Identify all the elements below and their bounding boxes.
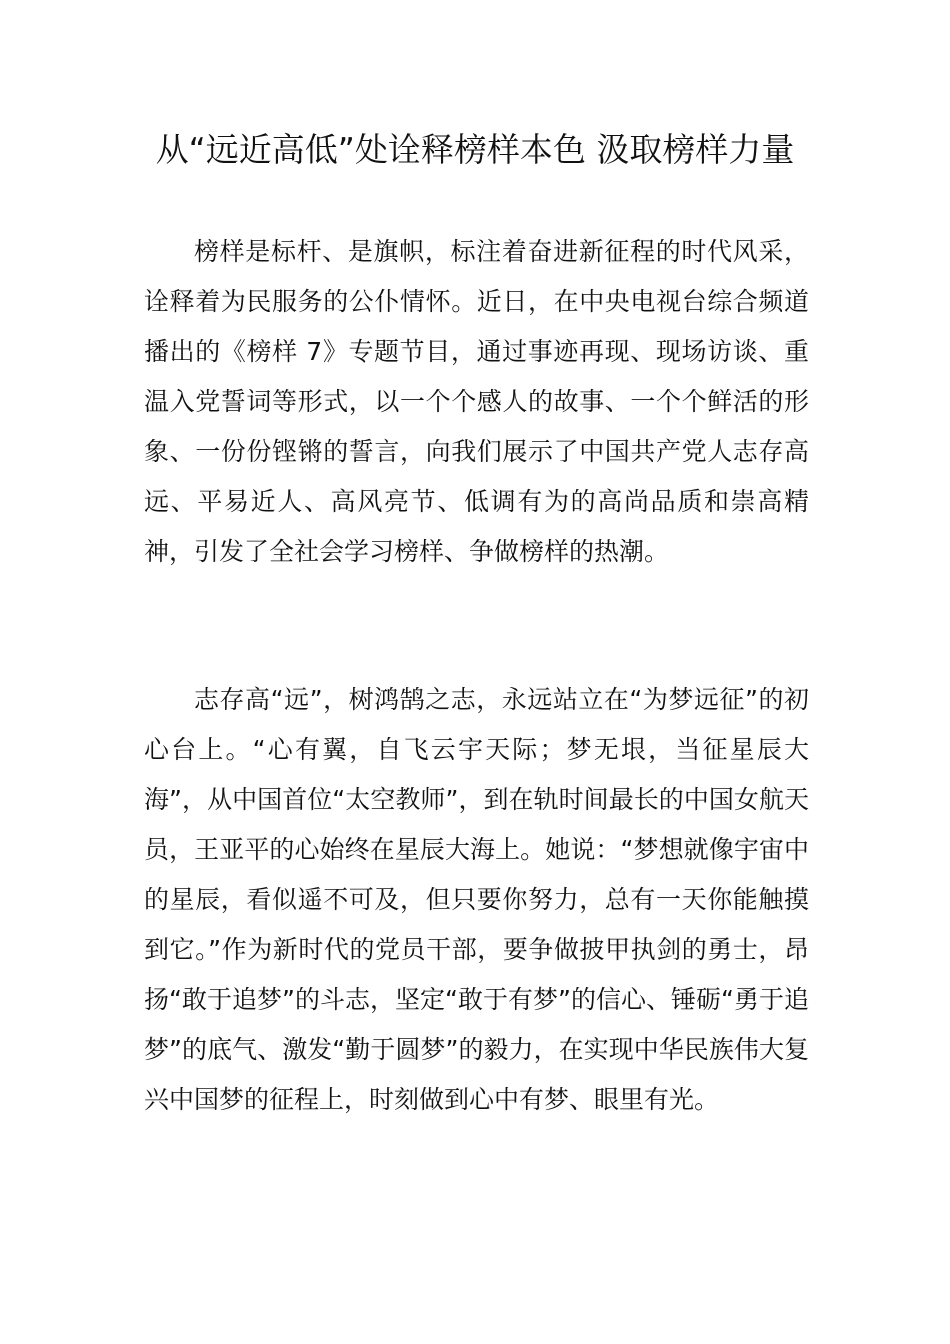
paragraph-aspiration: 志存高“远”，树鸿鹄之志，永远站立在“为梦远征”的初心台上。“心有翼，自飞云宇天际；梦无垠，当征星辰大海”，从中国首位“太空教师”，到在轨时间最长的中国女航天员，王亚平的心始终在星辰大海上。她说：“梦想就像宇宙中的星辰，看似遥不可及，但只要你努力，总有一天你能触摸到它。”作为新时代的党员干部，要争做披甲执剑的勇士，昂扬“敢于追梦”的斗志，坚定“敢于有梦”的信心、锤砺“勇于追梦”的底气、激发“勤于圆梦”的毅力，在实现中华民族伟大复兴中国梦的征程上，时刻做到心中有梦、眼里有光。 (144, 685, 809, 1114)
paragraph-intro: 榜样是标杆、是旗帜，标注着奋进新征程的时代风采，诠释着为民服务的公仆情怀。近日，在中央电视台综合频道播出的《榜样 7》专题节目，通过事迹再现、现场访谈、重温入党誓词等形式，以一个个感人的故事、一个个鲜活的形象、一份份铿锵的誓言，向我们展示了中国共产党人志存高远、平易近人、高风亮节、低调有为的高尚品质和崇高精神，引发了全社会学习榜样、争做榜样的热潮。 (144, 237, 809, 566)
document-title: 从“远近高低”处诠释榜样本色 汲取榜样力量 (155, 130, 795, 169)
